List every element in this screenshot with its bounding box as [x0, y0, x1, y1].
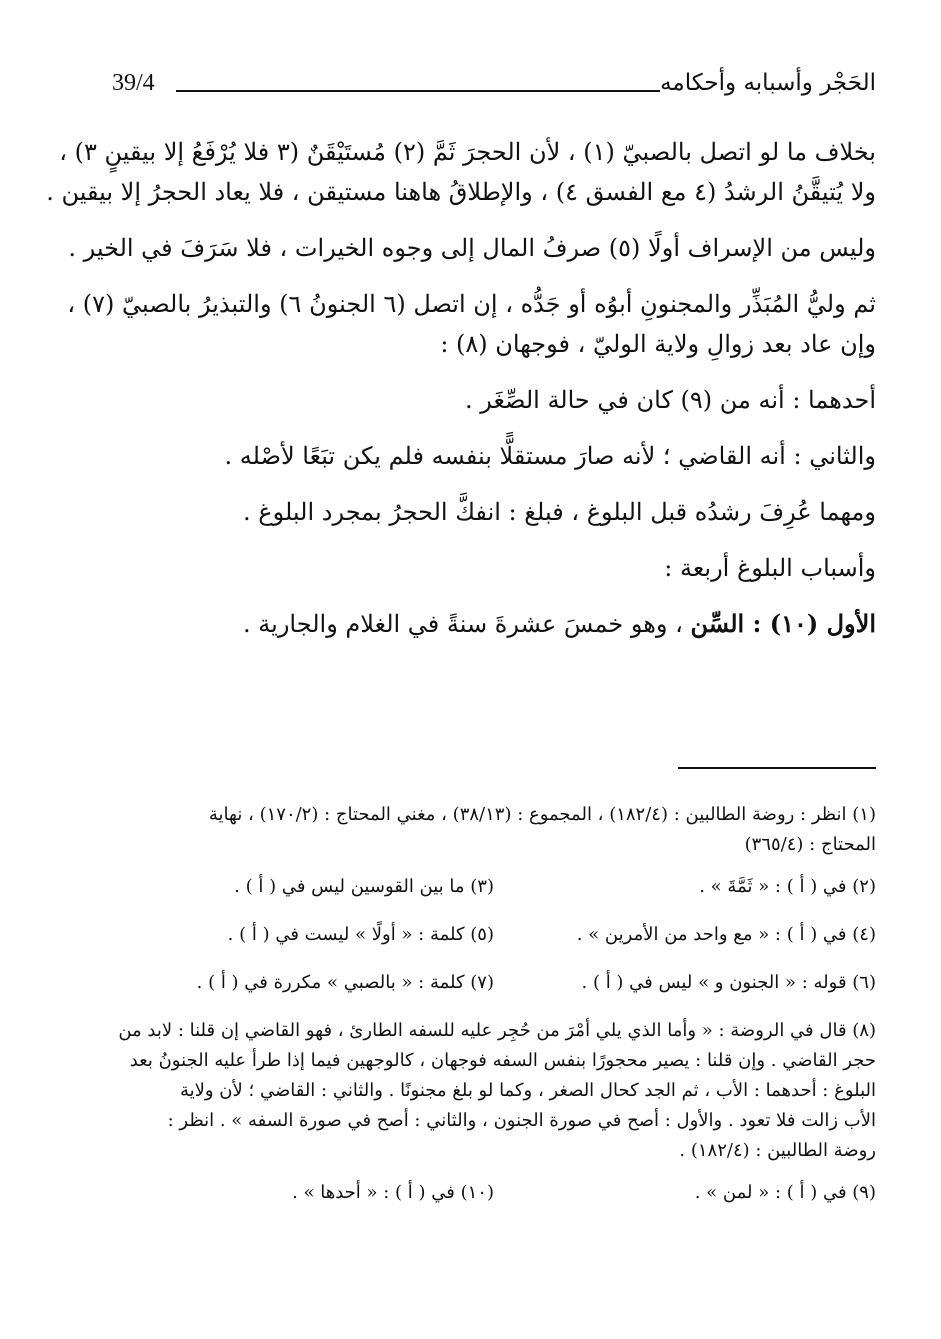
footnote-line: (١) انظر : روضة الطالبين : (١٨٢/٤) ، المجموع : (٣٨/١٣) ، مغني المحتاج : (١٧٠/٢) ، نهاية: [208, 804, 876, 825]
text-line: بخلاف ما لو اتصل بالصبيّ (١) ، لأن الحجرَ ثَمَّ (٢) مُستَيْقَنٌ (٣ فلا يُرْفَعُ إلا بيقينٍ ٣) ،: [59, 138, 876, 166]
header-title: الحَجْر وأسبابه وأحكامه: [660, 70, 876, 96]
running-header: [112, 70, 876, 104]
paragraph-2: [68, 228, 876, 268]
text-line: ومهما عُرِفَ رشدُه قبل البلوغ ، فبلغ : انفكَّ الحجرُ بمجرد البلوغ .: [242, 498, 876, 526]
footnote-separator: [678, 767, 876, 769]
paragraph-5: [112, 436, 876, 476]
footnotes: [112, 800, 876, 1226]
main-text: [46, 132, 876, 644]
paragraph-3: [67, 284, 876, 364]
footnote-line: روضة الطالبين : (١٨٢/٤) .: [679, 1140, 876, 1161]
footnote-8: [112, 1016, 876, 1166]
footnote-line: البلوغ : أحدهما : الأب ، ثم الجد كحال الصغر ، وكما لو بلغ مجنونًا . والثاني : القاضي ؛ لأن ولاية: [179, 1080, 876, 1101]
paragraph-6: [112, 492, 876, 532]
footnote-row: [112, 872, 876, 902]
footnote-1: [112, 800, 876, 860]
footnote-5: (٥) كلمة : « أولًا » ليست في ( أ ) .: [227, 924, 494, 945]
footnote-line: حجر القاضي . وإن قلنا : يصير محجورًا بنفس السفه فوجهان ، كالوجهين فيما إذا طرأ عليه الجنونُ بعد: [129, 1050, 876, 1071]
text-line: وليس من الإسراف أولًا (٥) صرفُ المال إلى وجوه الخيرات ، فلا سَرَفَ في الخير .: [68, 234, 876, 262]
footnote-10: (١٠) في ( أ ) : « أحدها » .: [292, 1182, 494, 1203]
text-line: وإن عاد بعد زوالِ ولاية الوليّ ، فوجهان (٨) :: [440, 330, 876, 358]
text-line: ثم وليُّ المُبَذِّر والمجنونِ أبوُه أو جَدُّه ، إن اتصل (٦ الجنونُ ٦) والتبذيرُ بالصبيّ (٧) ،: [67, 290, 876, 318]
text-line: [112, 604, 876, 644]
text-line: أحدهما : أنه من (٩) كان في حالة الصِّغَر .: [464, 386, 876, 414]
paragraph-1: [46, 132, 876, 212]
paragraph-8: [112, 604, 876, 644]
footnote-row: [112, 1178, 876, 1208]
footnote-line: الأب زالت فلا تعود . والأول : أصح في صورة الجنون ، والثاني : أصح في صورة السفه » . انظر :: [167, 1110, 876, 1131]
text-line: وأسباب البلوغ أربعة :: [664, 554, 876, 582]
footnote-row: [112, 920, 876, 950]
footnote-6: (٦) قوله : « الجنون و » ليس في ( أ ) .: [581, 972, 876, 993]
heading-text: ، وهو خمسَ عشرةَ سنةً في الغلام والجارية .: [243, 610, 683, 638]
footnote-line: المحتاج : (٣٦٥/٤): [744, 834, 876, 855]
section-heading: الأول (١٠) : السِّن: [690, 609, 876, 638]
footnote-4: (٤) في ( أ ) : « مع واحد من الأمرين » .: [576, 924, 876, 945]
footnote-7: (٧) كلمة : « بالصبي » مكررة في ( أ ) .: [196, 972, 494, 993]
footnote-3: (٣) ما بين القوسين ليس في ( أ ) .: [234, 876, 494, 897]
paragraph-7: [112, 548, 876, 588]
paragraph-4: [112, 380, 876, 420]
text-line: والثاني : أنه القاضي ؛ لأنه صارَ مستقلًّا بنفسه فلم يكن تبَعًا لأصْله .: [224, 442, 876, 470]
footnote-9: (٩) في ( أ ) : « لمن » .: [694, 1182, 876, 1203]
footnote-line: (٨) قال في الروضة : « وأما الذي يلي أمْرَ من حُجِر عليه للسفه الطارئ ، فهو القاضي إن قلنا : لابد من: [118, 1020, 876, 1041]
header-rule: [176, 90, 660, 92]
footnote-2: (٢) في ( أ ) : « ثَمَّةَ » .: [699, 876, 876, 897]
page-number: 39/4: [112, 70, 155, 96]
footnote-row: [112, 968, 876, 998]
text-line: ولا يُتيقَّنُ الرشدُ (٤ مع الفسق ٤) ، والإطلاقُ هاهنا مستيقن ، فلا يعاد الحجرُ إلا بيقين .: [46, 178, 876, 206]
